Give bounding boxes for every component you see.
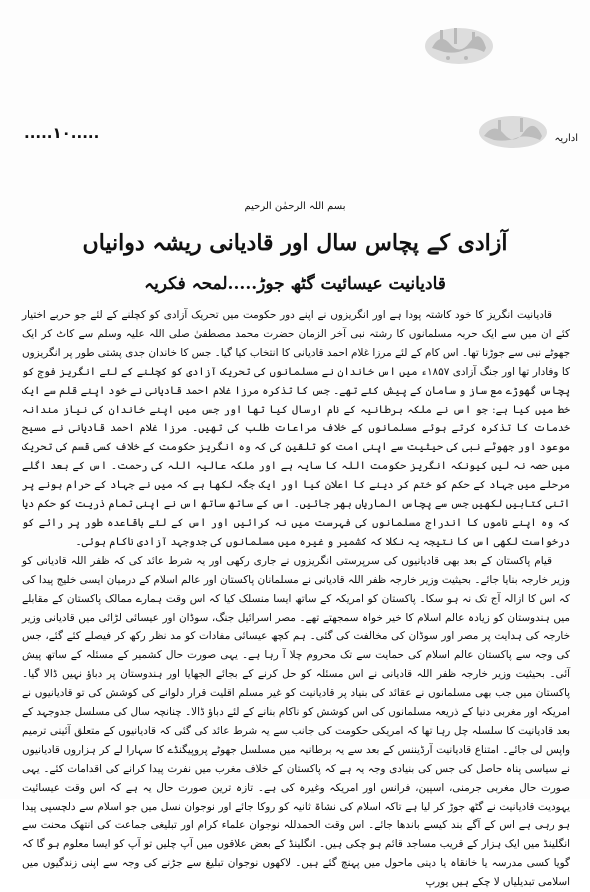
article-title: آزادی کے پچاس سال اور قادیانی ریشہ دوانیاں <box>82 230 508 256</box>
calligraphy-emblem-icon <box>476 112 550 152</box>
section-label: اداریہ <box>554 133 578 144</box>
article-body <box>22 306 570 892</box>
bismillah-line: بسم اللہ الرحمٰن الرحیم <box>244 201 346 212</box>
page-number: .....۱۰..... <box>24 124 100 142</box>
article-paragraph: قادیانیت انگریز کا خود کاشتہ پودا ہے اور انگریزوں نے اپنے دور حکومت میں تحریک آزادی کو کچلنے کے لئے جو حربے اختیار کئے ان میں سے ایک حربہ مسلمانوں کا رشتہ نبی آخر الزمان حضرت محمد مصطفیٰ صلی اللہ علیہ وسلم سے کاٹ کر ایک جھوٹے نبی سے جوڑنا تھا۔ اس کام کے لئے مرزا غلام احمد قادیانی کا انتخاب کیا گیا۔ جس کا خاندان جدی پشتی طور پر انگریزوں کا وفادار تھا اور جنگ آزادی ۱۸۵۷ء میں اس خاندان نے مسلمانوں کی تحریک آزادی کو کچلنے کے لئے انگریز فوج کو پچاس گھوڑے مع ساز و سامان کے پیش کئے تھے۔ جس کا تذکرہ مرزا غلام احمد قادیانی نے خود اپنے قلم سے ایک خط میں کیا ہے: جو اس نے ملکہ برطانیہ کے نام ارسال کیا تھا اور جس میں اپنے خاندان کی نیاز مندانہ خدمات کا تذکرہ کرتے ہوئے مسلمانوں کے خلاف مراعات طلب کی تھیں۔ مرزا غلام احمد قادیانی نے مسیح موعود اور جھوٹے نبی کی حیثیت سے اپنی امت کو تلقین کی کہ وہ انگریز حکومت کے خلاف کسی قسم کی تحریک میں حصہ نہ لیں کیونکہ انگریز حکومت اللہ کا سایہ ہے اور ملکہ عالیہ اللہ کی رحمت۔ اس کے بعد اگلے مرحلے میں جہاد کے حکم کو ختم کر دینے کا اعلان کیا اور ایک جگہ لکھا ہے کہ میں نے جہاد کے حرام ہونے پر اتنی کتابیں لکھیں جس سے پچاس الماریاں بھر جائیں۔ اس کے ساتھ ساتھ اس نے اپنی تمام ذریت کو حکم دیا کہ وہ اپنے ناموں کا اندراج مسلمانوں کی فہرست میں نہ کرائیں اور اس کے لئے باقاعدہ طور پر رائے کو درخواست لکھی اس کا نتیجہ یہ نکلا کہ کشمیر و غیرہ میں مسلمانوں کی جدوجہد آزادی ناکام ہوئی۔ <box>22 309 570 548</box>
calligraphy-logo-icon <box>420 18 498 72</box>
article-subtitle: قادیانیت عیسائیت گٹھ جوڑ.....لمحہ فکریہ <box>144 274 446 294</box>
article-paragraph: قیام پاکستان کے بعد بھی قادیانیوں کی سرپرستی انگریزوں نے جاری رکھی اور یہ شرط عائد کی کہ ظفر اللہ قادیانی کو وزیر خارجہ بنایا جائے۔ بحیثیت وزیر خارجہ ظفر اللہ قادیانی نے مسلمانان پاکستان اور عالم اسلام کے درمیان ایسی خلیج پیدا کی کہ اس کا ازالہ آج تک نہ ہو سکا۔ پاکستان کو امریکہ کے ساتھ ایسا منسلک کیا کہ اس وقت ہمارے ممالک پاکستان کے مقابلے میں ہندوستان کو زیادہ عالم اسلام کا خیر خواہ سمجھتے تھے۔ مصر اسرائیل جنگ، سوڈان اور عیسائی لڑائی میں قادیانی وزیر خارجہ کی ہدایت پر مصر اور سوڈان کی مخالفت کی گئی۔ ہم کچھ عیسائی مفادات کو مد نظر رکھ کر فیصلے کئے گئے، جس کی وجہ سے پاکستان عالم اسلام کی حمایت سے تک محروم چلا آ رہا ہے۔ یہی صورت حال کشمیر کے مسئلہ کے ساتھ پیش آئی۔ بحیثیت وزیر خارجہ ظفر اللہ قادیانی نے اس مسئلہ کو حل کرنے کے بجائے الجھایا اور ہندوستان پر دباؤ نہیں ڈالا گیا۔ پاکستان میں جب بھی مسلمانوں نے عقائد کی بنیاد پر قادیانیت کو غیر مسلم اقلیت قرار دلوانے کی کوشش کی تو قادیانیوں نے امریکہ اور مغربی دنیا کے ذریعہ مسلمانوں کی اس کوشش کو ناکام بنانے کے لئے دباؤ ڈالا۔ چنانچہ سال کی مسلسل جدوجہد کے بعد قادیانیت کا سلسلہ چل رہا تھا کہ امریکی حکومت کی جانب سے یہ شرط عائد کی گئی کہ قادیانیوں کے متعلق آئینی ترمیم واپس لی جائے۔ امتناع قادیانیت آرڈیننس کے بعد سے یہ برطانیہ میں مسلسل جھوٹے پروپیگنڈے کا سہارا لے کر ہزاروں قادیانیوں نے سیاسی پناہ حاصل کی جس کی بنیادی وجہ یہ ہے کہ پاکستان کے خلاف مغرب میں نفرت پیدا کرانے کی اقدامات کئے۔ یہی صورت حال مغربی جرمنی، اسپین، فرانس اور امریکہ وغیرہ کی ہے۔ تازہ ترین صورت حال یہ ہے کہ اس وقت عیسائیت یہودیت قادیانیت نے گٹھ جوڑ کر لیا ہے تاکہ اسلام کی نشاۃ ثانیہ کو روکا جائے اور نوجوان نسل میں جو اسلام سے دلچسپی پیدا ہو رہی ہے اس کے آگے بند کیسے باندھا جائے۔ اس وقت الحمدللہ نوجوان علماء کرام اور تبلیغی جماعت کی انتھک محنت سے انگلینڈ میں ایک ہزار کے قریب مساجد قائم ہو چکی ہیں۔ انگلینڈ کے بعض علاقوں میں آپ چلیں تو آپ کو ایسا معلوم ہو گا کہ گویا کسی مدرسہ یا خانقاہ یا دینی ماحول میں پہنچ گئے ہیں۔ لاکھوں نوجوان تبلیغ سے جڑنے کی وجہ سے اپنی زندگیوں میں اسلامی تبدیلیاں لا چکے ہیں یورپ <box>22 554 570 889</box>
